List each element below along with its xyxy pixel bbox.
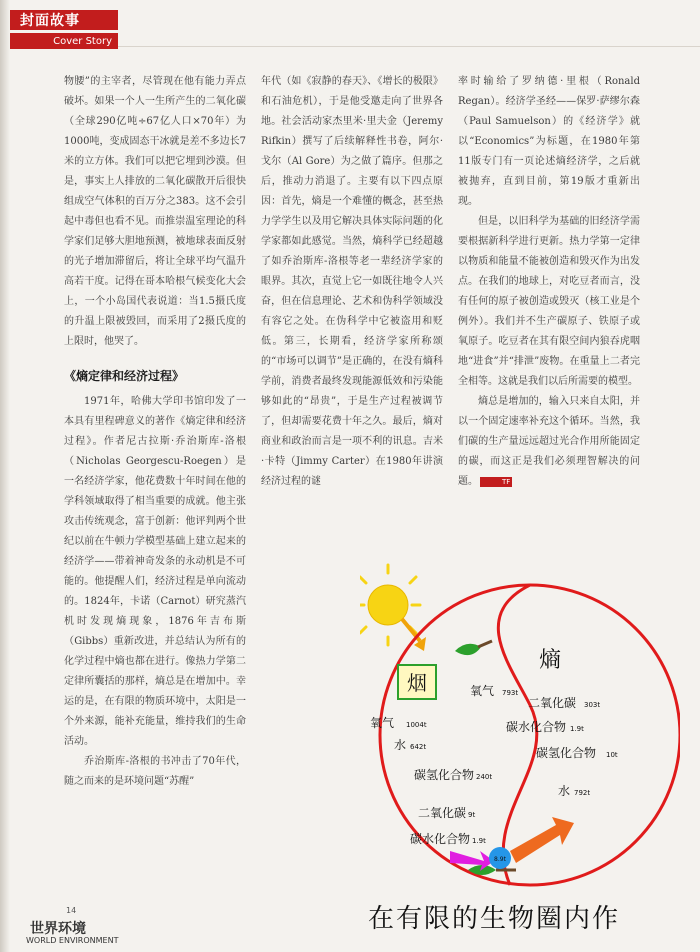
left-item-name: 水 xyxy=(394,738,407,752)
article-column-2 xyxy=(261,72,443,492)
header-rule xyxy=(118,46,700,47)
right-box-label: 熵 xyxy=(538,648,562,673)
paragraph: 乔治斯库-洛根的书冲击了70年代，随之而来的是环境问题“苏醒” xyxy=(64,756,246,787)
left-item-value: 1.9t xyxy=(472,837,486,845)
right-item-value: 1.9t xyxy=(570,725,584,733)
sunlight-arrow-icon xyxy=(402,619,426,651)
paragraph: 率时输给了罗纳德·里根（Ronald Regan）。经济学圣经——保罗·萨缪尔森（Paul Samuelson）的《经济学》就以“Economics”为标题，在1980年第11版专门有一页论述熵经济学，之后就被抛弃，直到目前，第19版才重新出现。 xyxy=(458,76,640,207)
section-subtitle: Cover Story xyxy=(10,33,118,49)
section-title: 封面故事 xyxy=(10,10,118,30)
right-item-name: 氧气 xyxy=(470,684,495,698)
left-box-label: 烟 xyxy=(407,671,427,695)
leaf-arrow-icon xyxy=(455,641,492,655)
figure-caption: 在有限的生物圈内作 xyxy=(368,904,621,934)
magazine-logo-en: WORLD ENVIRONMENT xyxy=(26,936,119,945)
biosphere-figure xyxy=(360,555,680,915)
orange-arrow-icon xyxy=(510,817,574,863)
paragraph: 但是，以旧科学为基础的旧经济学需要根据新科学进行更新。热力学第一定律以物质和能量不能被创造和毁灭作为出发点。在我们的地球上，对吃豆者而言，没有任何的原子被创造或毁灭（核工业是个例外）。我们并不生产碳原子、铁原子或氧原子。吃豆者在其有限空间内狼吞虎咽地“进食”并“排泄”废物。在重量上二者完全相等。这就是我们以后所需要的模型。 xyxy=(458,216,640,387)
paragraph-text: 熵总是增加的，输入只来自太阳，并以一个固定速率补充这个循环。当然，我们碳的生产量远远超过光合作用所能固定的碳，而这正是我们必须理智解决的问题。 xyxy=(458,396,640,487)
paragraph xyxy=(458,392,640,492)
right-item-name: 碳水化合物 xyxy=(506,720,567,734)
paragraph: 年代（如《寂静的春天》、《增长的极限》和石油危机），于是他受邀走向了世界各地。社会活动家杰里米·里夫金（Jeremy Rifkin）撰写了后续解释性书卷，阿尔·戈尔（Al Gore）为之做了篇序。但那之后，推动力消退了。主要有以下四点原因：首先，熵是一个难懂的概念，甚至热力学学生以及用它解决具体实际问题的化学家都如此感觉。当然，熵科学已经超越了如乔治斯库-洛根等老一辈经济学家的眼界。其次，直觉上它一如既往地令人兴奋，但在信息理论、艺术和伪科学领域没有容它之处。在伪科学中它被盗用和贬低。第三，长期看，经济学家所称颂的“市场可以调节”是正确的，在没有熵科学前，消费者最终发现能源低效和污染能够如此的“昂贵”，于是生产过程被调节了，但却需要花费十年之久。最后，熵对商业和政治而言是一项不利的讯息。吉米·卡特（Jimmy Carter）在1980年讲演经济过程的谜 xyxy=(261,76,443,487)
leaf-arrow-bottom-icon xyxy=(468,865,516,875)
section-subheading: 《熵定律和经济过程》 xyxy=(64,369,185,383)
article-column-1 xyxy=(64,72,246,792)
left-item-value: 1004t xyxy=(406,721,427,729)
left-item-name: 碳水化合物 xyxy=(410,832,471,846)
gutter-shadow xyxy=(0,0,10,952)
left-item-value: 642t xyxy=(410,743,427,751)
right-item-name: 碳氢化合物 xyxy=(536,746,597,760)
page-number: 14 xyxy=(66,906,77,915)
right-item-value: 303t xyxy=(584,701,601,709)
right-item-name: 二氧化碳 xyxy=(528,696,577,710)
paragraph: 1971年，哈佛大学印书馆印发了一本具有里程碑意义的著作《熵定律和经济过程》。作者尼古拉斯·乔治斯库-洛根（Nicholas Georgescu-Roegen）是一名经济学家，他花费数十年时间在他的学科领域取得了相当重要的成就。他主张攻击传统观念，富于创新：他评判两个世纪以前在牛顿力学模型基础上建立起来的经济学——带着神奇发条的永动机是不可能的。他提醒人们，经济过程是单向流动的。1824年，卡诺（Carnot）研究蒸汽机时发现熵现象，1876年吉布斯（Gibbs）重新改进，并总结认为所有的化学过程中熵也都在进行。像热力学第二定律所囊括的那样，熵总是在增加中。幸运的是，在有限的物质环境中，太阳是一个外来源，能补充能量，维持我们的生命活动。 xyxy=(64,396,246,747)
left-item-name: 二氧化碳 xyxy=(418,806,467,820)
right-item-value: 10t xyxy=(606,751,618,759)
left-item-name: 氧气 xyxy=(370,716,395,730)
right-item-name: 水 xyxy=(558,784,571,798)
paragraph: 物腰”的主宰者，尽管现在他有能力弄点破坏。如果一个人一生所产生的二氧化碳（全球290亿吨÷67亿人口×70年）为1000吨，变成固态干冰就是差不多边长7米的立方体。我们可以把它埋到沙漠。但是，事实上人排放的二氧化碳散开后很快组成空气体积的百万分之383。这不会引起中毒但也看不见。而推崇温室理论的科学家们足够大胆地预测，被地球表面反射的光子增加滞留后，将让全球平均气温升高若干度。记得在哥本哈根气候变化大会上，一个小岛国代表说道：当1.5摄氏度的升温上限被毁回，而采用了2摄氏度的上限时，他哭了。 xyxy=(64,76,246,347)
magazine-logo: 世界环境 xyxy=(30,921,86,937)
end-mark: TF xyxy=(480,477,512,487)
right-item-value: 793t xyxy=(502,689,519,697)
center-node-label: 8.9t xyxy=(494,856,506,863)
article-column-3 xyxy=(458,72,640,492)
right-item-value: 792t xyxy=(574,789,591,797)
left-item-value: 240t xyxy=(476,773,493,781)
left-item-name: 碳氢化合物 xyxy=(414,768,475,782)
left-item-value: 9t xyxy=(468,811,476,819)
right-list xyxy=(470,683,618,798)
